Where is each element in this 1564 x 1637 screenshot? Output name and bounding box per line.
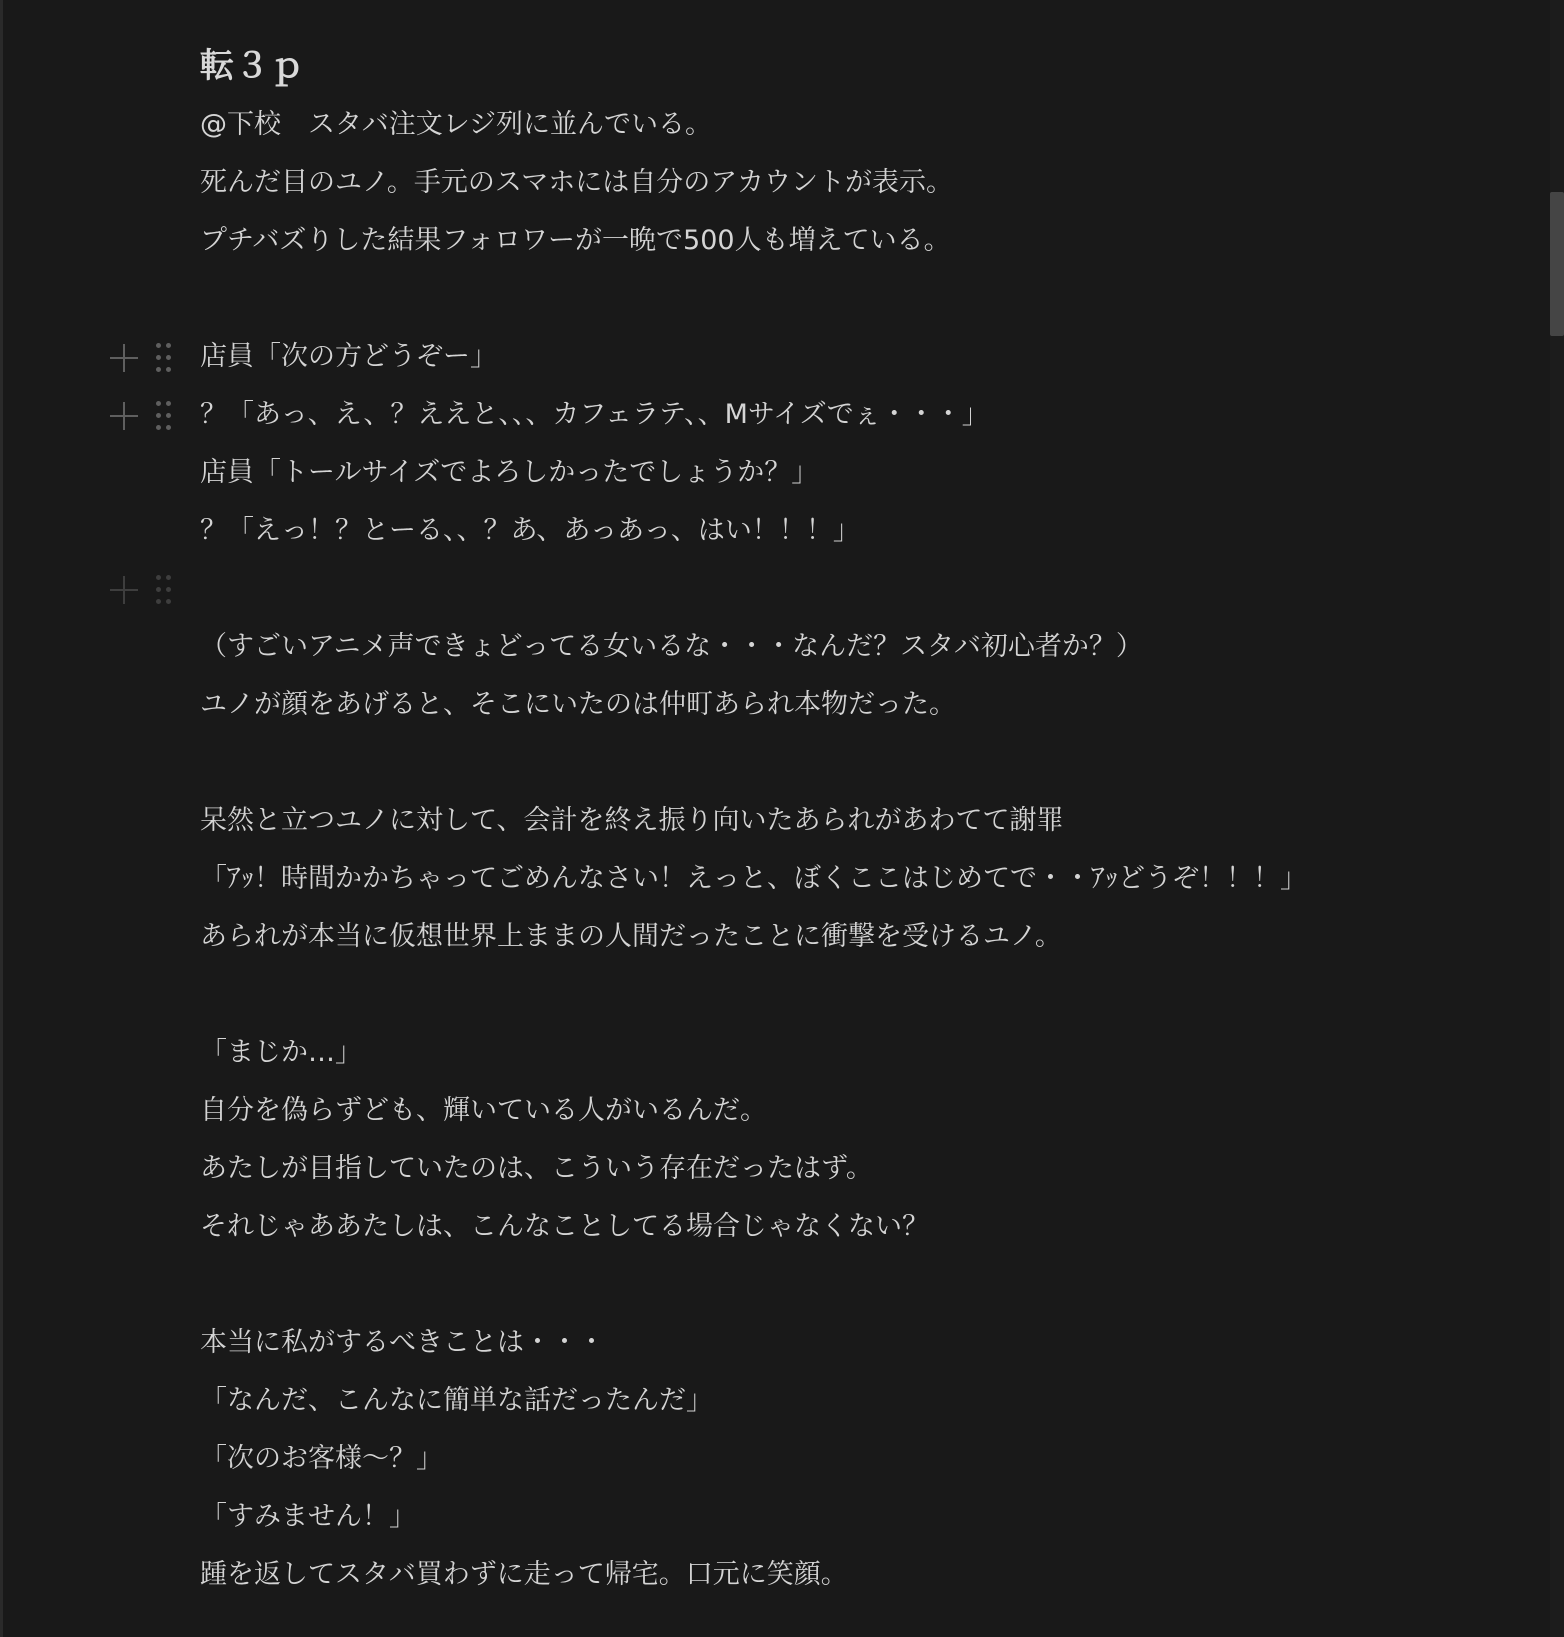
text-block[interactable] [200,1488,1380,1546]
text-block-content: 「なんだ、こんなに簡単な話だったんだ」 [200,1385,713,1416]
text-block-content: 「次のお客様～？」 [200,1443,443,1474]
empty-block[interactable] [200,734,1380,792]
window-left-edge [0,0,3,1637]
drag-handle-icon[interactable] [156,575,172,605]
drag-handle-icon[interactable] [156,401,172,431]
text-block-content: 自分を偽らずども、輝いている人がいるんだ。 [200,1095,767,1126]
text-block-content: それじゃああたしは、こんなことしてる場合じゃなくない？ [200,1211,929,1242]
text-block[interactable] [200,792,1380,850]
text-block[interactable] [200,154,1380,212]
text-block[interactable] [200,444,1380,502]
block-handle [110,386,190,444]
text-block-content: 店員「次の方どうぞー」 [200,341,497,372]
text-block-content: 「ｱｯ！時間かかちゃってごめんなさい！えっと、ぼくここはじめてで・・ｱｯどうぞ！！！」 [200,863,1307,894]
text-block[interactable] [200,1198,1380,1256]
text-block[interactable] [200,1314,1380,1372]
text-block[interactable] [200,618,1380,676]
text-block-content: （すごいアニメ声できょどってる女いるな・・・なんだ？スタバ初心者か？） [200,631,1143,662]
scrollbar-thumb[interactable] [1550,192,1564,336]
text-block[interactable] [200,386,1380,444]
text-block[interactable] [200,908,1380,966]
text-block-content: ？「あっ、え、？ええと、、、カフェラテ、、Mサイズでぇ・・・」 [200,399,989,430]
text-block-content: ユノが顔をあげると、そこにいたのは仲町あられ本物だった。 [200,689,956,720]
drag-handle-icon[interactable] [156,343,172,373]
text-block-content: あたしが目指していたのは、こういう存在だったはず。 [200,1153,873,1184]
text-block-content: 本当に私がするべきことは・・・ [200,1327,605,1358]
plus-icon[interactable] [110,344,138,372]
text-block-content: 踵を返してスタバ買わずに走って帰宅。口元に笑顔。 [200,1559,848,1590]
empty-block[interactable] [200,1256,1380,1314]
text-block[interactable] [200,850,1380,908]
text-block-content: 「まじか…」 [200,1037,362,1068]
empty-block[interactable] [200,560,1380,618]
text-block-content: 店員「トールサイズでよろしかったでしょうか？」 [200,457,819,488]
page-heading[interactable]: 転３ｐ [200,46,305,86]
text-block[interactable] [200,1140,1380,1198]
empty-block[interactable] [200,966,1380,1024]
text-block-content: ？「えっ！？とーる、、？あ、あっあっ、はい！！！」 [200,515,860,546]
scrollbar-track[interactable] [1550,0,1564,1637]
text-block[interactable] [200,676,1380,734]
text-block-content: 死んだ目のユノ。手元のスマホには自分のアカウントが表示。 [200,167,954,198]
text-block-content: 呆然と立つユノに対して、会計を終え振り向いたあられがあわてて謝罪 [200,805,1064,836]
editor-content [200,40,1380,1604]
block-handle [110,560,190,618]
plus-icon[interactable] [110,402,138,430]
plus-icon[interactable] [110,576,138,604]
text-block-content: 「すみません！」 [200,1501,416,1532]
text-block[interactable] [200,502,1380,560]
text-block[interactable] [200,96,1380,154]
text-block-content: @下校 スタバ注文レジ列に並んでいる。 [200,109,713,140]
text-block-content: プチバズりした結果フォロワーが一晩で500人も増えている。 [200,225,951,256]
text-block[interactable] [200,1082,1380,1140]
block-handle [110,328,190,386]
text-block[interactable] [200,1372,1380,1430]
empty-block[interactable] [200,270,1380,328]
text-block[interactable] [200,1430,1380,1488]
text-block[interactable] [200,328,1380,386]
text-block[interactable] [200,1024,1380,1082]
text-block[interactable] [200,1546,1380,1604]
text-block[interactable] [200,212,1380,270]
text-block-content: あられが本当に仮想世界上ままの人間だったことに衝撃を受けるユノ。 [200,921,1062,952]
